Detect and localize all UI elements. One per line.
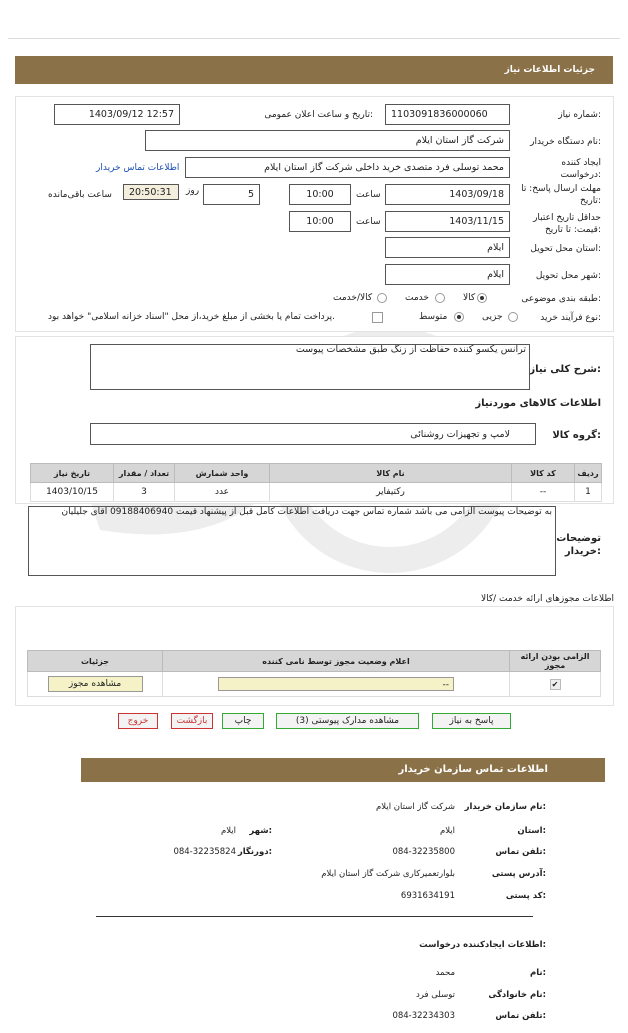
buyer-org-label: نام دستگاه خریدار: — [530, 137, 601, 147]
price-time-label: ساعت — [356, 217, 381, 227]
radio-off-icon — [435, 293, 445, 303]
goods-group-field: لامپ و تجهیزات روشنائی — [90, 423, 536, 445]
announce-label: تاریخ و ساعت اعلان عمومی: — [264, 110, 373, 120]
reply-button[interactable]: پاسخ به نیاز — [432, 713, 511, 729]
description-text: ترانس یکسو کننده حفاظت از زنگ طبق مشخصات پیوست — [90, 344, 530, 390]
category-radio-service[interactable] — [435, 293, 445, 304]
buyer-org-field: شرکت گاز استان ایلام — [145, 130, 510, 151]
process-radio-medium[interactable] — [454, 312, 464, 323]
col-status: اعلام وضعیت مجوز توسط نامی کننده — [163, 651, 510, 672]
process-radio-minor[interactable] — [508, 312, 518, 323]
permits-title: اطلاعات مجوزهای ارائه خدمت /کالا — [480, 594, 614, 604]
payment-checkbox[interactable] — [372, 312, 383, 323]
process-minor-label: جزیی — [482, 312, 503, 322]
creator-phone-label: تلفن تماس: — [495, 1011, 546, 1021]
exit-button[interactable]: خروج — [118, 713, 158, 729]
price-date-field: 1403/11/15 — [385, 211, 510, 232]
creator-field: محمد توسلی فرد متصدی خرید داخلی شرکت گاز استان ایلام — [185, 157, 510, 178]
permits-table-header — [28, 651, 601, 672]
cell-date: 1403/10/15 — [31, 483, 114, 502]
col-code: کد کالا — [512, 464, 575, 483]
postal-label: کد پستی: — [505, 891, 546, 901]
name-value: محمد — [435, 968, 455, 978]
province-contact-value: ایلام — [439, 826, 455, 836]
page-header — [15, 56, 613, 84]
goods-group-label: گروه کالا: — [552, 430, 601, 441]
category-goods-label: کالا — [463, 293, 476, 303]
cell-quantity: 3 — [114, 483, 175, 502]
need-number-field: 1103091836000060 — [385, 104, 510, 125]
category-service-label: خدمت — [405, 293, 429, 303]
buyer-notes-label: توضیحات خریدار: — [556, 533, 601, 557]
category-radio-goods[interactable] — [477, 293, 487, 304]
col-name: نام کالا — [270, 464, 512, 483]
view-permit-button[interactable]: مشاهده مجوز — [48, 676, 143, 692]
top-divider — [8, 38, 620, 39]
name-label: نام: — [529, 968, 546, 978]
city-contact-label: شهر: — [249, 826, 272, 836]
contact-title: اطلاعات تماس سازمان خریدار — [398, 764, 548, 775]
process-medium-label: متوسط — [419, 312, 448, 322]
buyer-notes-text: به توضیحات پیوست الزامی می باشد شماره تماس جهت دریافت اطلاعات کامل قبل از پیشنهاد قیمت 09188406940 آقای جلیلیان — [28, 506, 556, 576]
radio-off-icon — [377, 293, 387, 303]
process-label: نوع فرآیند خرید: — [540, 313, 601, 323]
permits-table — [27, 650, 601, 697]
goods-info-title: اطلاعات کالاهای موردنیاز — [475, 398, 601, 409]
creator-phone-value: 084-32234303 — [392, 1011, 455, 1021]
creator-label: ایجاد کننده درخواست: — [560, 158, 601, 180]
description-label: شرح کلی نیاز: — [529, 364, 601, 375]
col-details: جزئیات — [28, 651, 163, 672]
price-validity-label: حداقل تاریخ اعتبار قیمت: تا تاریخ: — [533, 213, 601, 235]
buyer-contact-link[interactable]: اطلاعات تماس خریدار — [96, 163, 180, 173]
cell-code: -- — [512, 483, 575, 502]
days-label: روز — [186, 186, 200, 196]
col-date: تاریخ نیاز — [31, 464, 114, 483]
table-row — [28, 672, 601, 697]
phone-label: تلفن تماس: — [495, 847, 546, 857]
fax-label: دورنگار: — [237, 847, 272, 857]
category-label: طبقه بندی موضوعی: — [521, 294, 601, 304]
payment-text: پرداخت تمام یا بخشی از مبلغ خرید،از محل "اسناد خزانه اسلامی" خواهد بود. — [48, 312, 336, 322]
goods-table — [30, 463, 602, 502]
days-field: 5 — [203, 184, 260, 205]
province-label: استان محل تحویل: — [530, 244, 601, 254]
reply-time-field: 10:00 — [289, 184, 351, 205]
province-field: ایلام — [385, 237, 510, 258]
postal-value: 6931634191 — [400, 891, 455, 901]
cell-name: رکتیفایر — [270, 483, 512, 502]
check-icon: ✔ — [550, 679, 561, 690]
announce-field: 1403/09/12 12:57 — [54, 104, 180, 125]
cell-required — [510, 672, 601, 697]
cell-status — [163, 672, 510, 697]
page-title: جزئیات اطلاعات نیاز — [504, 65, 595, 75]
org-label: نام سازمان خریدار: — [464, 802, 546, 812]
org-value: شرکت گاز استان ایلام — [376, 802, 455, 812]
reply-deadline-label: مهلت ارسال پاسخ: تا تاریخ: — [521, 184, 601, 206]
family-label: نام خانوادگی: — [488, 990, 546, 1000]
need-number-label: شماره نیاز: — [558, 110, 601, 120]
creator-section-title: اطلاعات ایجادکننده درخواست: — [419, 940, 546, 950]
category-radio-both[interactable] — [377, 293, 387, 304]
city-label: شهر محل تحویل: — [535, 271, 601, 281]
cell-row: 1 — [575, 483, 602, 502]
radio-on-icon — [477, 293, 487, 303]
back-button[interactable]: بازگشت — [171, 713, 213, 729]
category-both-label: کالا/خدمت — [333, 293, 373, 303]
cell-unit: عدد — [175, 483, 270, 502]
remaining-time-field: 20:50:31 — [123, 184, 179, 200]
col-required: الزامی بودن ارائه مجوز — [510, 651, 601, 672]
fax-value: 084-32235824 — [173, 847, 236, 857]
contact-header — [81, 758, 605, 782]
reply-date-field: 1403/09/18 — [385, 184, 510, 205]
print-button[interactable]: چاپ — [222, 713, 264, 729]
radio-on-icon — [454, 312, 464, 322]
address-value: بلوارتعمیرکاری شرکت گاز استان ایلام — [321, 869, 455, 879]
family-value: توسلی فرد — [415, 990, 455, 1000]
address-label: آدرس پستی: — [491, 869, 546, 879]
table-row — [31, 483, 602, 502]
col-quantity: تعداد / مقدار — [114, 464, 175, 483]
city-field: ایلام — [385, 264, 510, 285]
col-unit: واحد شمارش — [175, 464, 270, 483]
col-row: ردیف — [575, 464, 602, 483]
price-time-field: 10:00 — [289, 211, 351, 232]
remaining-label: ساعت باقی‌مانده — [48, 190, 112, 200]
city-contact-value: ایلام — [220, 826, 236, 836]
contact-divider — [96, 916, 533, 917]
phone-value: 084-32235800 — [392, 847, 455, 857]
goods-table-header — [31, 464, 602, 483]
cell-details — [28, 672, 163, 697]
attachments-button[interactable]: مشاهده مدارک پیوستی (3) — [276, 713, 419, 729]
radio-off-icon — [508, 312, 518, 322]
province-contact-label: استان: — [517, 826, 546, 836]
permit-status-field[interactable]: -- — [218, 677, 454, 691]
reply-time-label: ساعت — [356, 190, 381, 200]
